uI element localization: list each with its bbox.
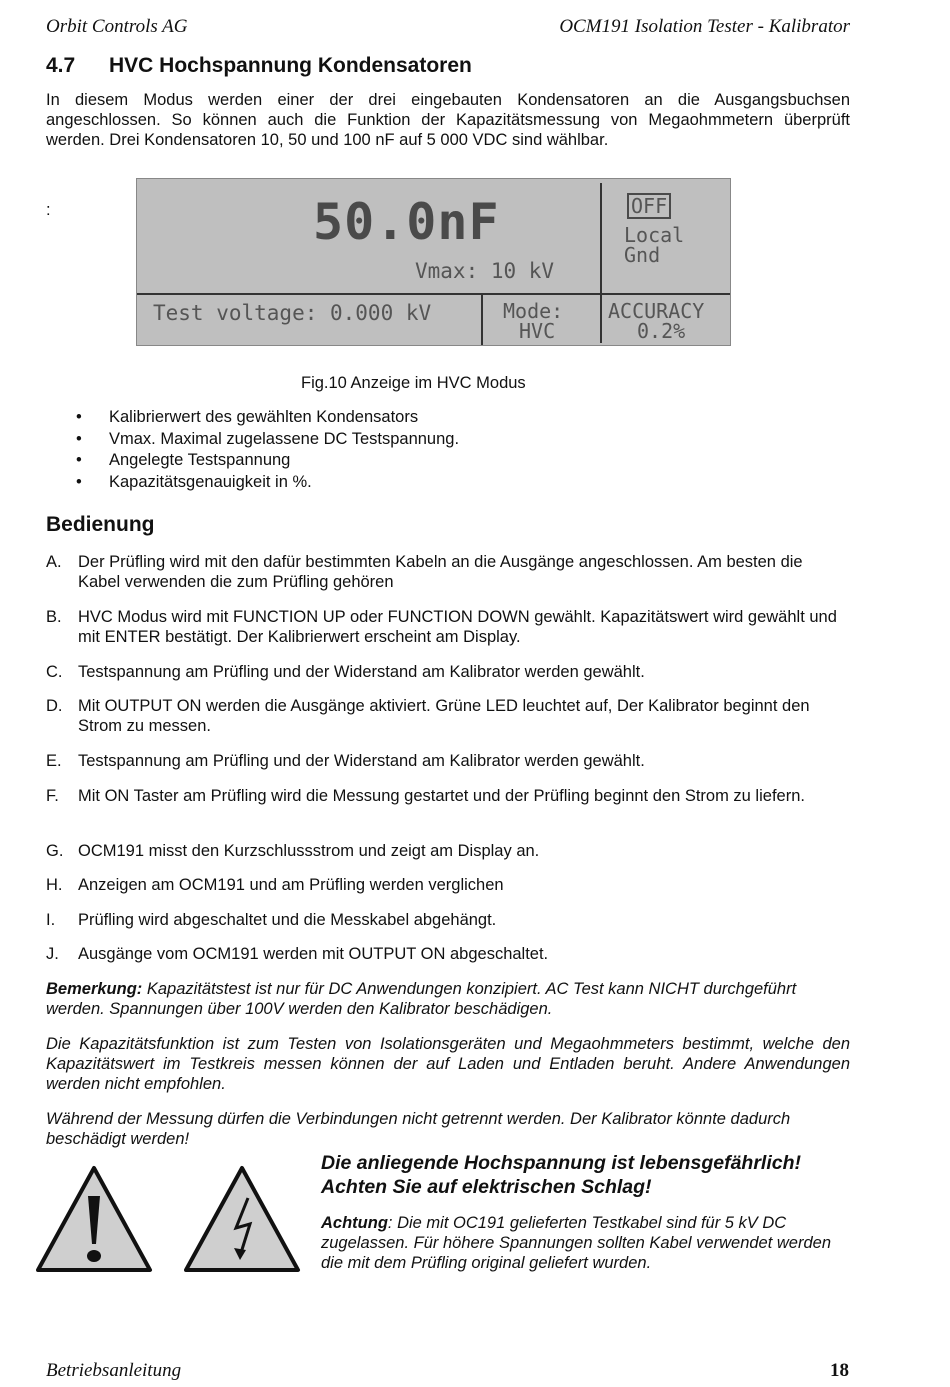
header-company: Orbit Controls AG [46,16,188,37]
lcd-accuracy-label: ACCURACY [608,299,705,323]
danger-line-2: Achten Sie auf elektrischen Schlag! [321,1176,652,1198]
lcd-mode-value: HVC [519,319,556,343]
step-item: I. Prüfling wird abgeschaltet und die Messkabel abgehängt. [46,911,497,929]
lcd-divider-vertical-mid [481,293,483,346]
warning-exclamation-icon [34,1164,154,1274]
page-number: 18 [830,1360,849,1381]
step-item: J. Ausgänge vom OCM191 werden mit OUTPUT ON abgeschaltet. [46,945,549,963]
lcd-gnd-label: Gnd [624,243,661,267]
operation-heading: Bedienung [46,513,155,536]
lcd-output-status: OFF [627,193,671,219]
caution-paragraph: Achtung: Die mit OC191 gelieferten Testkabel sind für 5 kV DC zugelassen. Für höhere Spannungen sollten Kabel verwendet werden die mit dem Prüfling original geliefert wurden. [321,1214,832,1272]
step-item: H. Anzeigen am OCM191 und am Prüfling werden verglichen [46,876,504,894]
header-document-title: OCM191 Isolation Tester - Kalibrator [559,16,850,37]
section-number: 4.7 [46,54,76,77]
intro-paragraph: In diesem Modus werden einer der drei eingebauten Kondensatoren an die Ausgangsbuchsen angeschlossen. So können auch die Funktion der Kapazitätsmessung von Megaohmmetern überprüft werden. Drei Kondensatoren 10, 50 und 100 nF auf 5 000 VDC sind wählbar. [46,91,850,149]
step-item: C. Testspannung am Prüfling und der Widerstand am Kalibrator werden gewählt. [46,663,645,681]
lcd-mode-label: Mode: [503,299,564,323]
step-item: E. Testspannung am Prüfling und der Widerstand am Kalibrator werden gewählt. [46,752,645,770]
lcd-divider-vertical-right [600,183,602,343]
lcd-accuracy-value: 0.2% [637,319,686,343]
step-item: A. Der Prüfling wird mit den dafür bestimmten Kabeln an die Ausgänge angeschlossen. Am besten die Kabel verwenden die zum Prüfling gehören [46,553,803,591]
list-item: • Kalibrierwert des gewählten Kondensators [46,407,846,429]
remark-paragraph: Bemerkung: Kapazitätstest ist nur für DC Anwendungen konzipiert. AC Test kann NICHT durchgeführt werden. Spannungen über 100V werden den Kalibrator beschädigen. [46,980,797,1018]
caution-label: Achtung [321,1214,388,1232]
bullet-icon: • [76,472,82,491]
lcd-divider-horizontal [137,293,731,295]
bullet-icon: • [76,451,82,469]
electric-shock-icon [182,1164,302,1274]
lcd-local-label: Local [624,223,685,247]
danger-line-1: Die anliegende Hochspannung ist lebensgefährlich! [321,1152,801,1174]
lcd-capacitance-value: 50.0nF [313,193,500,251]
list-item: • Vmax. Maximal zugelassene DC Testspannung. [46,429,846,451]
figure-caption: Fig.10 Anzeige im HVC Modus [301,374,526,392]
footer-manual-label: Betriebsanleitung [46,1360,182,1381]
bullet-icon: • [76,429,82,448]
step-item: F. Mit ON Taster am Prüfling wird die Messung gestartet und der Prüfling beginnt den Strom zu liefern. [46,787,805,805]
feature-bullet-list [46,407,846,493]
bullet-icon: • [76,408,82,426]
remark-label: Bemerkung: [46,980,143,998]
list-item: • Kapazitätsgenauigkeit in %. [46,472,846,494]
step-item: B. HVC Modus wird mit FUNCTION UP oder FUNCTION DOWN gewählt. Kapazitätswert wird gewählt und mit ENTER bestätigt. Der Kalibrierwert erscheint am Display. [46,608,837,646]
lcd-vmax: Vmax: 10 kV [415,259,555,283]
measurement-warning-paragraph: Während der Messung dürfen die Verbindungen nicht getrennt werden. Der Kalibrator könnte dadurch beschädigt werden! [46,1110,791,1148]
capacity-function-paragraph: Die Kapazitätsfunktion ist zum Testen von Isolationsgeräten und Megaohmmeters bestimmt, welche den Kapazitätswert im Testkreis messen können der auf Laden und Entladen beruht. Andere Anwendungen werden nicht empfohlen. [46,1035,850,1093]
lcd-display [136,178,731,346]
step-item: G. OCM191 misst den Kurzschlussstrom und zeigt am Display an. [46,842,540,860]
list-item: • Angelegte Testspannung [46,450,846,472]
lcd-test-voltage: Test voltage: 0.000 kV [153,301,432,325]
stray-colon: : [46,201,51,219]
step-item: D. Mit OUTPUT ON werden die Ausgänge aktiviert. Grüne LED leuchtet auf, Der Kalibrator beginnt den Strom zu messen. [46,697,810,735]
section-title: HVC Hochspannung Kondensatoren [109,54,472,77]
